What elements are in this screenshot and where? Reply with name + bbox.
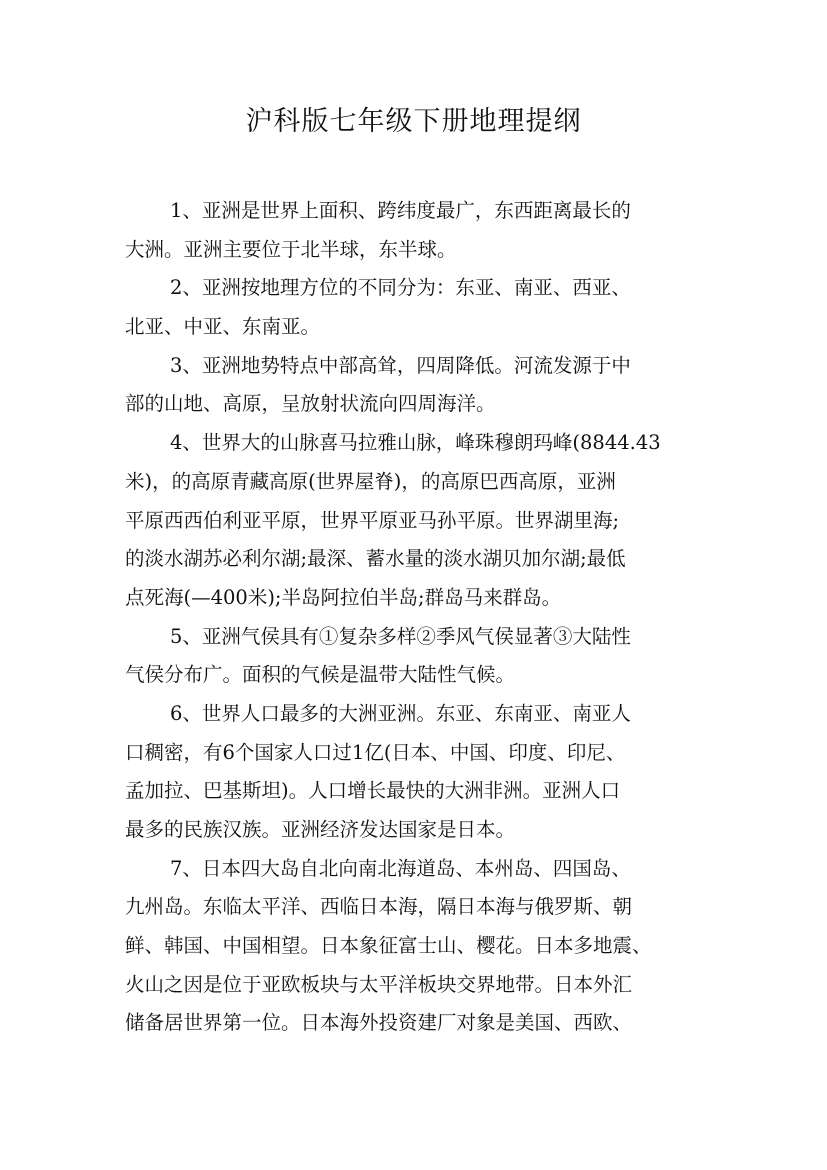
- body-line: 1、亚洲是世界上面积、跨纬度最广，东西距离最长的: [170, 199, 631, 222]
- body-line: 火山之因是位于亚欧板块与太平洋板块交界地带。日本外汇: [125, 972, 633, 996]
- body-line: 部的山地、高原，呈放射状流向四周海洋。: [125, 392, 496, 416]
- body-line: 鲜、韩国、中国相望。日本象征富士山、樱花。日本多地震、: [125, 934, 652, 958]
- document-title: 沪科版七年级下册地理提纲: [245, 106, 582, 137]
- body-line: 北亚、中亚、东南亚。: [125, 315, 321, 339]
- body-line: 6、世界人口最多的大洲亚洲。东亚、东南亚、南亚人: [170, 701, 631, 725]
- body-line: 大洲。亚洲主要位于北半球，东半球。: [125, 237, 457, 261]
- body-line: 口稠密，有6个国家人口过1亿(日本、中国、印度、印尼、: [125, 740, 626, 764]
- body-line: 平原西西伯利亚平原，世界平原亚马孙平原。世界湖里海;: [125, 508, 620, 532]
- body-line: 孟加拉、巴基斯坦)。人口增长最快的大洲非洲。亚洲人口: [125, 779, 621, 803]
- body-line: 最多的民族汉族。亚洲经济发达国家是日本。: [125, 818, 516, 841]
- document-body: [125, 192, 725, 1043]
- body-line: 点死海(—400米);半岛阿拉伯半岛;群岛马来群岛。: [125, 585, 562, 609]
- body-line: 7、日本四大岛自北向南北海道岛、本州岛、四国岛、: [170, 856, 631, 880]
- body-line: 储备居世界第一位。日本海外投资建厂对象是美国、西欧、: [125, 1011, 633, 1035]
- body-line: 2、亚洲按地理方位的不同分为：东亚、南亚、西亚、: [170, 276, 631, 300]
- body-line: 4、世界大的山脉喜马拉雅山脉，峰珠穆朗玛峰(8844.43: [170, 431, 661, 455]
- body-line: 的淡水湖苏必利尔湖;最深、蓄水量的淡水湖贝加尔湖;最低: [125, 547, 626, 571]
- body-line: 九州岛。东临太平洋、西临日本海，隔日本海与俄罗斯、朝: [125, 895, 633, 919]
- body-line: 气侯分布广。面积的气候是温带大陆性气候。: [125, 663, 516, 687]
- body-line: 米)，的高原青藏高原(世界屋脊)，的高原巴西高原，亚洲: [125, 469, 616, 493]
- body-line: 5、亚洲气侯具有①复杂多样②季风气侯显著③大陆性: [170, 624, 631, 648]
- body-line: 3、亚洲地势特点中部高耸，四周降低。河流发源于中: [170, 353, 631, 377]
